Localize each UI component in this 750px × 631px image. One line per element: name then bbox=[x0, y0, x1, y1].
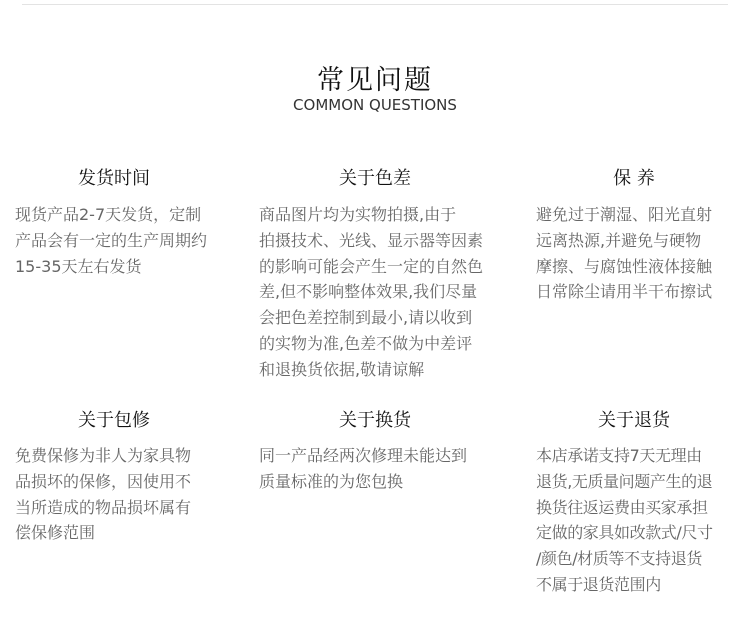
heading-color-difference: 关于色差 bbox=[339, 168, 411, 189]
heading-warranty: 关于包修 bbox=[78, 410, 150, 431]
text-color-difference: 商品图片均为实物拍摄,由于 拍摄技术、光线、显示器等因素 的影响可能会产生一定的自然色 差,但不影响整体效果,我们尽量 会把色差控制到最小,请以收到 的实物为准,色差不做为中差评 和退换货依据,敬请谅解 bbox=[259, 205, 484, 379]
text-returns: 本店承诺支持7天无理由 退货,无质量问题产生的退 换货往返运费由买家承担 定做的家具如改款式/尺寸 /颜色/材质等不支持退货 不属于退货范围内 bbox=[536, 446, 713, 594]
text-maintenance: 避免过于潮湿、阳光直射 远离热源,并避免与硬物 摩擦、与腐蚀性液体接触 日常除尘请用半干布擦试 bbox=[536, 205, 713, 302]
heading-exchange: 关于换货 bbox=[339, 410, 411, 431]
page-title: 常见问题 bbox=[317, 65, 433, 96]
heading-maintenance: 保 养 bbox=[613, 168, 655, 189]
text-exchange: 同一产品经两次修理未能达到 质量标准的为您包换 bbox=[259, 446, 468, 491]
page-subtitle: COMMON QUESTIONS bbox=[293, 96, 457, 114]
text-warranty: 免费保修为非人为家具物 品损坏的保修，因使用不 当所造成的物品损坏属有 偿保修范围 bbox=[15, 446, 192, 543]
heading-returns: 关于退货 bbox=[598, 410, 670, 431]
top-divider bbox=[22, 4, 728, 5]
heading-shipping-time: 发货时间 bbox=[78, 168, 150, 189]
text-shipping-time: 现货产品2-7天发货，定制 产品会有一定的生产周期约 15-35天左右发货 bbox=[15, 205, 208, 276]
